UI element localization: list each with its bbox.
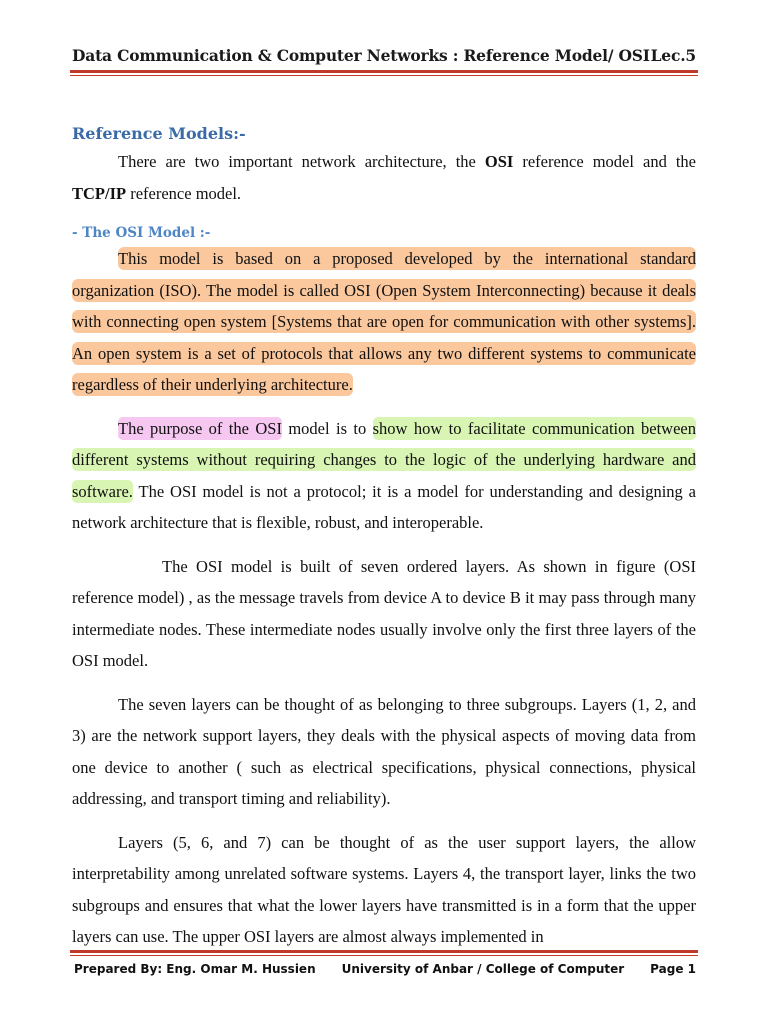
footer-rule-thin: [70, 955, 698, 956]
osi-subtitle: - The OSI Model :-: [72, 225, 211, 241]
purpose-tail-text: The OSI model is not a protocol; it is a model for understanding and designing a network architecture that is flexible, robust, and interoperable.: [72, 481, 696, 532]
page-number: Page 1: [650, 962, 696, 976]
intro-paragraph: [72, 146, 696, 209]
page-header: [72, 46, 696, 65]
footer-rule: [70, 950, 698, 953]
intro-text-3: reference model.: [126, 183, 242, 203]
lecture-number: Lec.5: [650, 46, 696, 65]
footer-institution: University of Anbar / College of Computer: [341, 962, 625, 976]
section-title: Reference Models:-: [72, 124, 246, 143]
intro-text-2: reference model and the: [513, 152, 696, 171]
purpose-highlight: The purpose of the OSI: [118, 418, 282, 438]
intro-tcpip-term: TCP/IP: [72, 183, 127, 203]
intro-osi-term: OSI: [484, 152, 514, 171]
purpose-text: model is to: [281, 418, 373, 438]
facilitate-highlight: show how to facilitate communication between different systems without requiring changes to the logic of the underlying hardware and software.: [72, 418, 696, 501]
osi-definition-paragraph: [72, 243, 696, 401]
layers-paragraph: The OSI model is built of seven ordered layers. As shown in figure (OSI reference model) , as the message travels from device A to device B it may pass through many intermediate nodes. These intermediate nodes usually involve only the first three layers of the OSI model.: [72, 556, 696, 670]
subgroups-paragraph: The seven layers can be thought of as belonging to three subgroups. Layers (1, 2, and 3) are the network support layers, they deals with the physical aspects of moving data from one device to another ( such as electrical specifications, physical connections, physical addressing, and transport timing and reliability).: [72, 694, 696, 808]
intro-text-1: There are two important network architecture, the: [118, 152, 485, 171]
footer-author: Prepared By: Eng. Omar M. Hussien: [74, 962, 316, 976]
header-rule: [70, 70, 698, 73]
header-title: Data Communication & Computer Networks : Reference Model/ OSI: [72, 46, 650, 65]
osi-purpose-paragraph: [72, 413, 696, 539]
header-rule-thin: [70, 75, 698, 76]
osi-definition-highlight: This model is based on a proposed developed by the international standard organization (ISO). The model is called OSI (Open System Interconnecting) because it deals with connecting open system [Systems that are open for communication with other systems]. An open system is a set of protocols that allows any two different systems to communicate regardless of their underlying architecture.: [72, 249, 696, 394]
user-layers-paragraph: Layers (5, 6, and 7) can be thought of as the user support layers, the allow interpretability among unrelated software systems. Layers 4, the transport layer, links the two subgroups and ensures that what the lower layers have transmitted is in a form that the upper layers can use. The upper OSI layers are almost always implemented in: [72, 832, 696, 946]
page-footer: [74, 962, 694, 976]
page-body: [72, 122, 696, 953]
